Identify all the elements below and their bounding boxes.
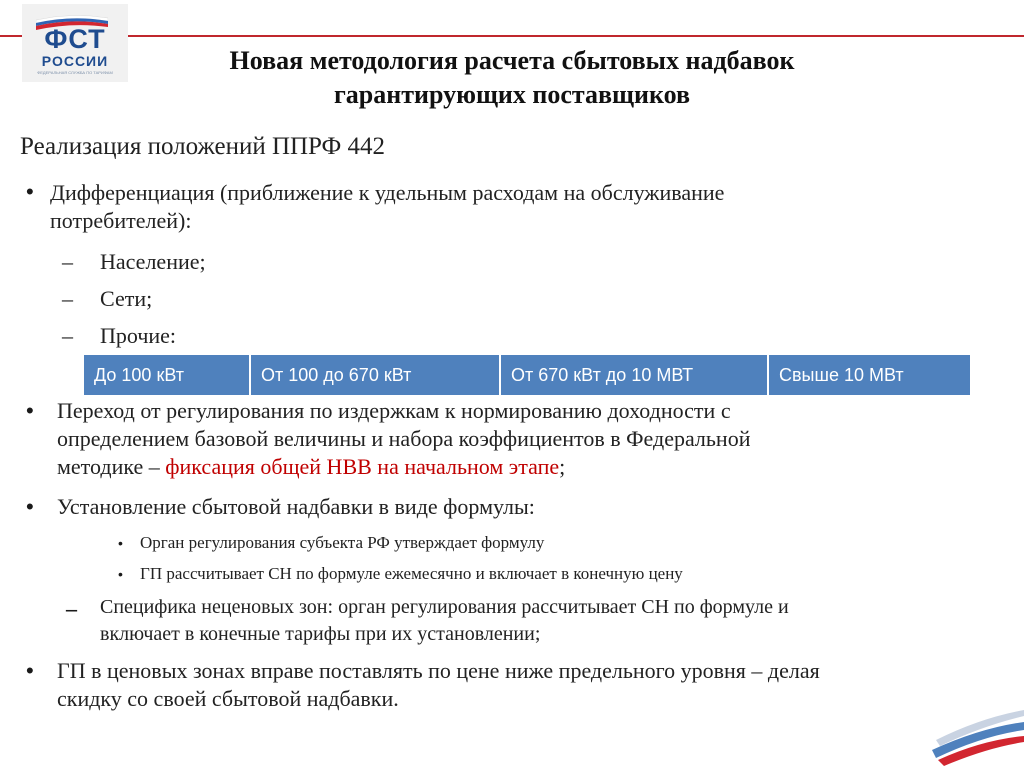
bullet-price-zones-discount xyxy=(57,657,820,713)
bullet-regulation-line-1: Переход от регулирования по издержкам к нормированию доходности с xyxy=(57,398,731,423)
fst-logo xyxy=(22,4,128,82)
bullet-regulation-line-2: определением базовой величины и набора коэффициентов в Федеральной xyxy=(57,426,751,451)
dash-item-nonprice-zones xyxy=(100,594,789,648)
dash-marker: – xyxy=(62,249,73,274)
small-bullet-marker: • xyxy=(118,566,123,582)
bullet-marker: • xyxy=(26,494,34,519)
tier-cell-670kw-to-10mw: От 670 кВт до 10 МВТ xyxy=(500,354,768,396)
bullet-differentiation-line-1: Дифференциация (приближение к удельным расходам на обслуживание xyxy=(50,180,725,205)
tier-cell-over-10mw: Свыше 10 МВт xyxy=(768,354,971,396)
sub-item-other: Прочие: xyxy=(100,323,177,348)
small-bullet-marker: • xyxy=(118,535,123,551)
bullet-marker: • xyxy=(26,398,34,423)
bullet-formula-markup: Установление сбытовой надбавки в виде формулы: xyxy=(57,494,535,519)
bullet-differentiation-line-2: потребителей): xyxy=(50,208,192,233)
slide-title xyxy=(150,44,874,112)
sub-item-population: Население; xyxy=(100,249,206,274)
header-rule-right xyxy=(128,35,1024,37)
sub-item-regulator-approves: Орган регулирования субъекта РФ утверждает формулу xyxy=(140,533,545,552)
dash-marker: – xyxy=(62,286,73,311)
flag-swoosh-decoration-icon xyxy=(930,700,1024,768)
bullet-regulation-prefix: методике – xyxy=(57,454,166,479)
bullet-price-zones-line-1: ГП в ценовых зонах вправе поставлять по цене ниже предельного уровня – делая xyxy=(57,658,820,683)
logo-country: РОССИИ xyxy=(41,53,109,69)
sub-item-gp-calculates: ГП рассчитывает СН по формуле ежемесячно и включает в конечную цену xyxy=(140,564,683,583)
power-tier-table xyxy=(82,353,972,397)
dash-marker: – xyxy=(62,323,73,348)
bullet-price-zones-line-2: скидку со своей сбытовой надбавки. xyxy=(57,686,399,711)
dash-marker: – xyxy=(66,596,77,621)
bullet-regulation-transition xyxy=(57,397,750,481)
logo-tagline: ФЕДЕРАЛЬНАЯ СЛУЖБА ПО ТАРИФАМ xyxy=(37,70,113,75)
logo-name: ФСТ xyxy=(44,24,106,54)
dash-item-nonprice-line-1: Специфика неценовых зон: орган регулирования рассчитывает СН по формуле и xyxy=(100,596,789,618)
bullet-regulation-line-3 xyxy=(57,453,750,481)
bullet-regulation-suffix: ; xyxy=(559,454,566,479)
bullet-differentiation xyxy=(50,179,724,235)
tier-cell-100-to-670kw: От 100 до 670 кВт xyxy=(250,354,500,396)
slide-subtitle: Реализация положений ППРФ 442 xyxy=(20,133,386,160)
table-row xyxy=(83,354,971,396)
slide-title-line-2: гарантирующих поставщиков xyxy=(333,80,691,109)
bullet-marker: • xyxy=(26,179,34,204)
tier-cell-up-to-100kw: До 100 кВт xyxy=(83,354,250,396)
highlight-nvv-fixation: фиксация общей НВВ на начальном этапе xyxy=(165,454,560,479)
dash-item-nonprice-line-2: включает в конечные тарифы при их установлении; xyxy=(100,623,541,645)
slide-title-line-1: Новая методология расчета сбытовых надбавок xyxy=(229,46,795,75)
header-rule-left xyxy=(0,35,22,37)
sub-item-networks: Сети; xyxy=(100,286,153,311)
bullet-marker: • xyxy=(26,658,34,683)
